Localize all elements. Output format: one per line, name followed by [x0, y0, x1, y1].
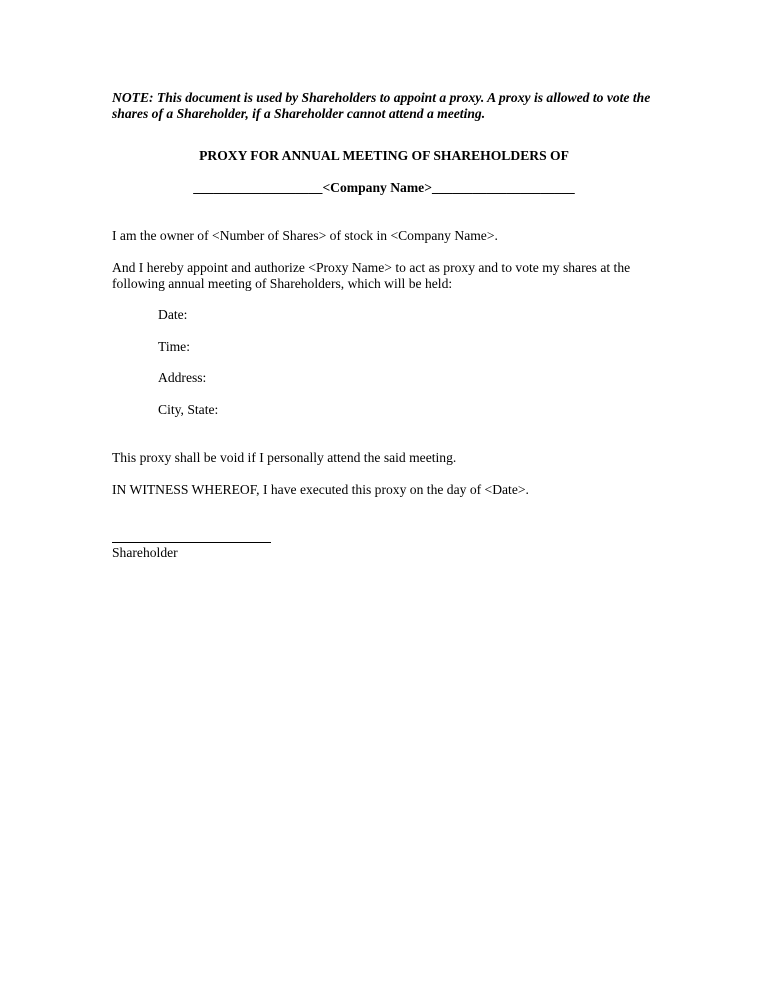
- signature-label: Shareholder: [112, 545, 178, 560]
- document-title: PROXY FOR ANNUAL MEETING OF SHAREHOLDERS OF: [199, 148, 569, 163]
- note-text: NOTE: This document is used by Shareholders to appoint a proxy. A proxy is allowed to vote the shares of a Shareholder, if a Shareholder cannot attend a meeting.: [112, 90, 651, 121]
- witness-paragraph: IN WITNESS WHEREOF, I have executed this proxy on the day of <Date>.: [112, 482, 529, 497]
- signature-line: [112, 528, 271, 543]
- address-field-label: Address:: [158, 370, 207, 385]
- company-name-line: ___________________<Company Name>_____________________: [193, 180, 575, 195]
- owner-paragraph: I am the owner of <Number of Shares> of stock in <Company Name>.: [112, 228, 498, 243]
- time-field-label: Time:: [158, 339, 190, 354]
- void-paragraph: This proxy shall be void if I personally attend the said meeting.: [112, 450, 457, 465]
- city-state-field-label: City, State:: [158, 402, 219, 417]
- date-field-label: Date:: [158, 307, 188, 322]
- appoint-paragraph: And I hereby appoint and authorize <Proxy Name> to act as proxy and to vote my shares at the following annual meeting of Shareholders, which will be held:: [112, 260, 631, 291]
